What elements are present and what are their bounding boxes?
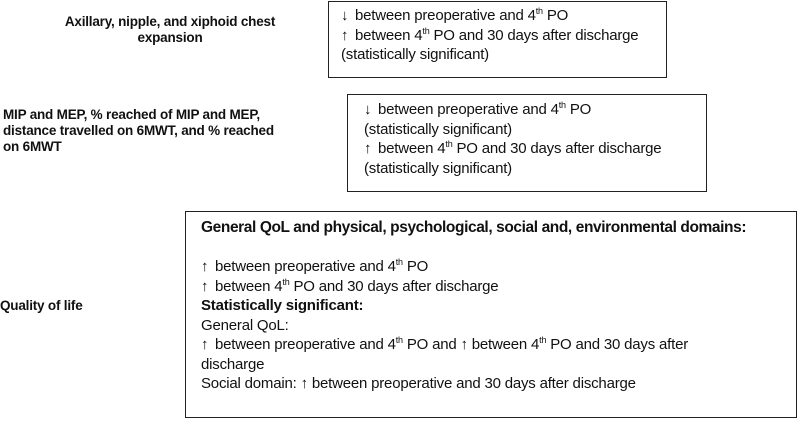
superscript: th [445,139,453,149]
result-box-chest-expansion [328,1,667,78]
text: between preoperative and 4 [214,258,396,275]
row-label-quality-of-life: Quality of life [0,298,83,313]
result-line [364,139,706,159]
result-line: General QoL: [201,316,289,334]
result-line: discharge [201,355,265,373]
superscript: th [539,335,547,345]
text: between preoperative and 4 [377,101,559,118]
arrow-up-icon: ↑ [341,26,349,44]
superscript: th [395,335,403,345]
significance-heading: Statistically significant: [201,297,364,314]
text: PO [402,258,429,275]
text: between 4 [354,26,423,44]
row-label-chest-expansion [40,14,300,46]
arrow-down-icon: ↓ [341,7,349,24]
superscript: th [558,100,566,110]
text: between preoperative and 4 [214,336,396,353]
superscript: th [395,257,403,267]
arrow-up-icon: ↑ [364,140,372,157]
result-box-quality-of-life [185,211,797,418]
result-line [201,374,796,394]
spacer [201,238,796,258]
label-line: Axillary, nipple, and xiphoid chest [64,14,276,29]
text: PO [542,7,569,24]
arrow-up-icon: ↑ [201,336,209,353]
text: between preoperative and 30 days after discharge [307,375,636,392]
arrow-up-icon: ↑ [300,375,308,392]
text: PO and 30 days after discharge [429,26,639,44]
box-heading: General QoL and physical, psychological, social and, environmental domains: [201,219,747,236]
text: between 4 [214,277,283,295]
text: PO and [402,336,461,353]
label-line: MIP and MEP, % reached of MIP and MEP, [3,107,260,122]
label-line: distance travelled on 6MWT, and % reached [3,123,274,138]
text: between preoperative and 4 [354,7,536,24]
result-line [201,257,796,277]
text: PO and 30 days after [546,336,689,353]
arrow-down-icon: ↓ [364,101,372,118]
text: between 4 [467,336,540,353]
result-line [341,6,666,26]
result-line [201,335,796,355]
result-line: (statistically significant) [341,46,489,63]
result-line [364,100,706,120]
superscript: th [535,6,543,16]
label-line: on 6MWT [3,139,62,154]
text: between 4 [377,140,446,157]
result-line [201,277,796,297]
text: PO and 30 days after discharge [289,277,499,295]
text: PO [565,101,592,118]
text: PO and 30 days after discharge [452,140,662,157]
superscript: th [422,25,430,36]
superscript: th [282,276,290,287]
result-line: (statistically significant) [364,159,512,177]
row-label-respiratory-6mwt [3,107,333,155]
text: Social domain: [201,375,301,392]
arrow-up-icon: ↑ [201,277,209,295]
arrow-up-icon: ↑ [201,258,209,275]
result-line [341,26,666,46]
result-line: (statistically significant) [364,120,512,138]
label-line: expansion [137,30,203,45]
result-box-respiratory-6mwt [347,94,707,192]
arrow-up-icon: ↑ [460,336,468,353]
